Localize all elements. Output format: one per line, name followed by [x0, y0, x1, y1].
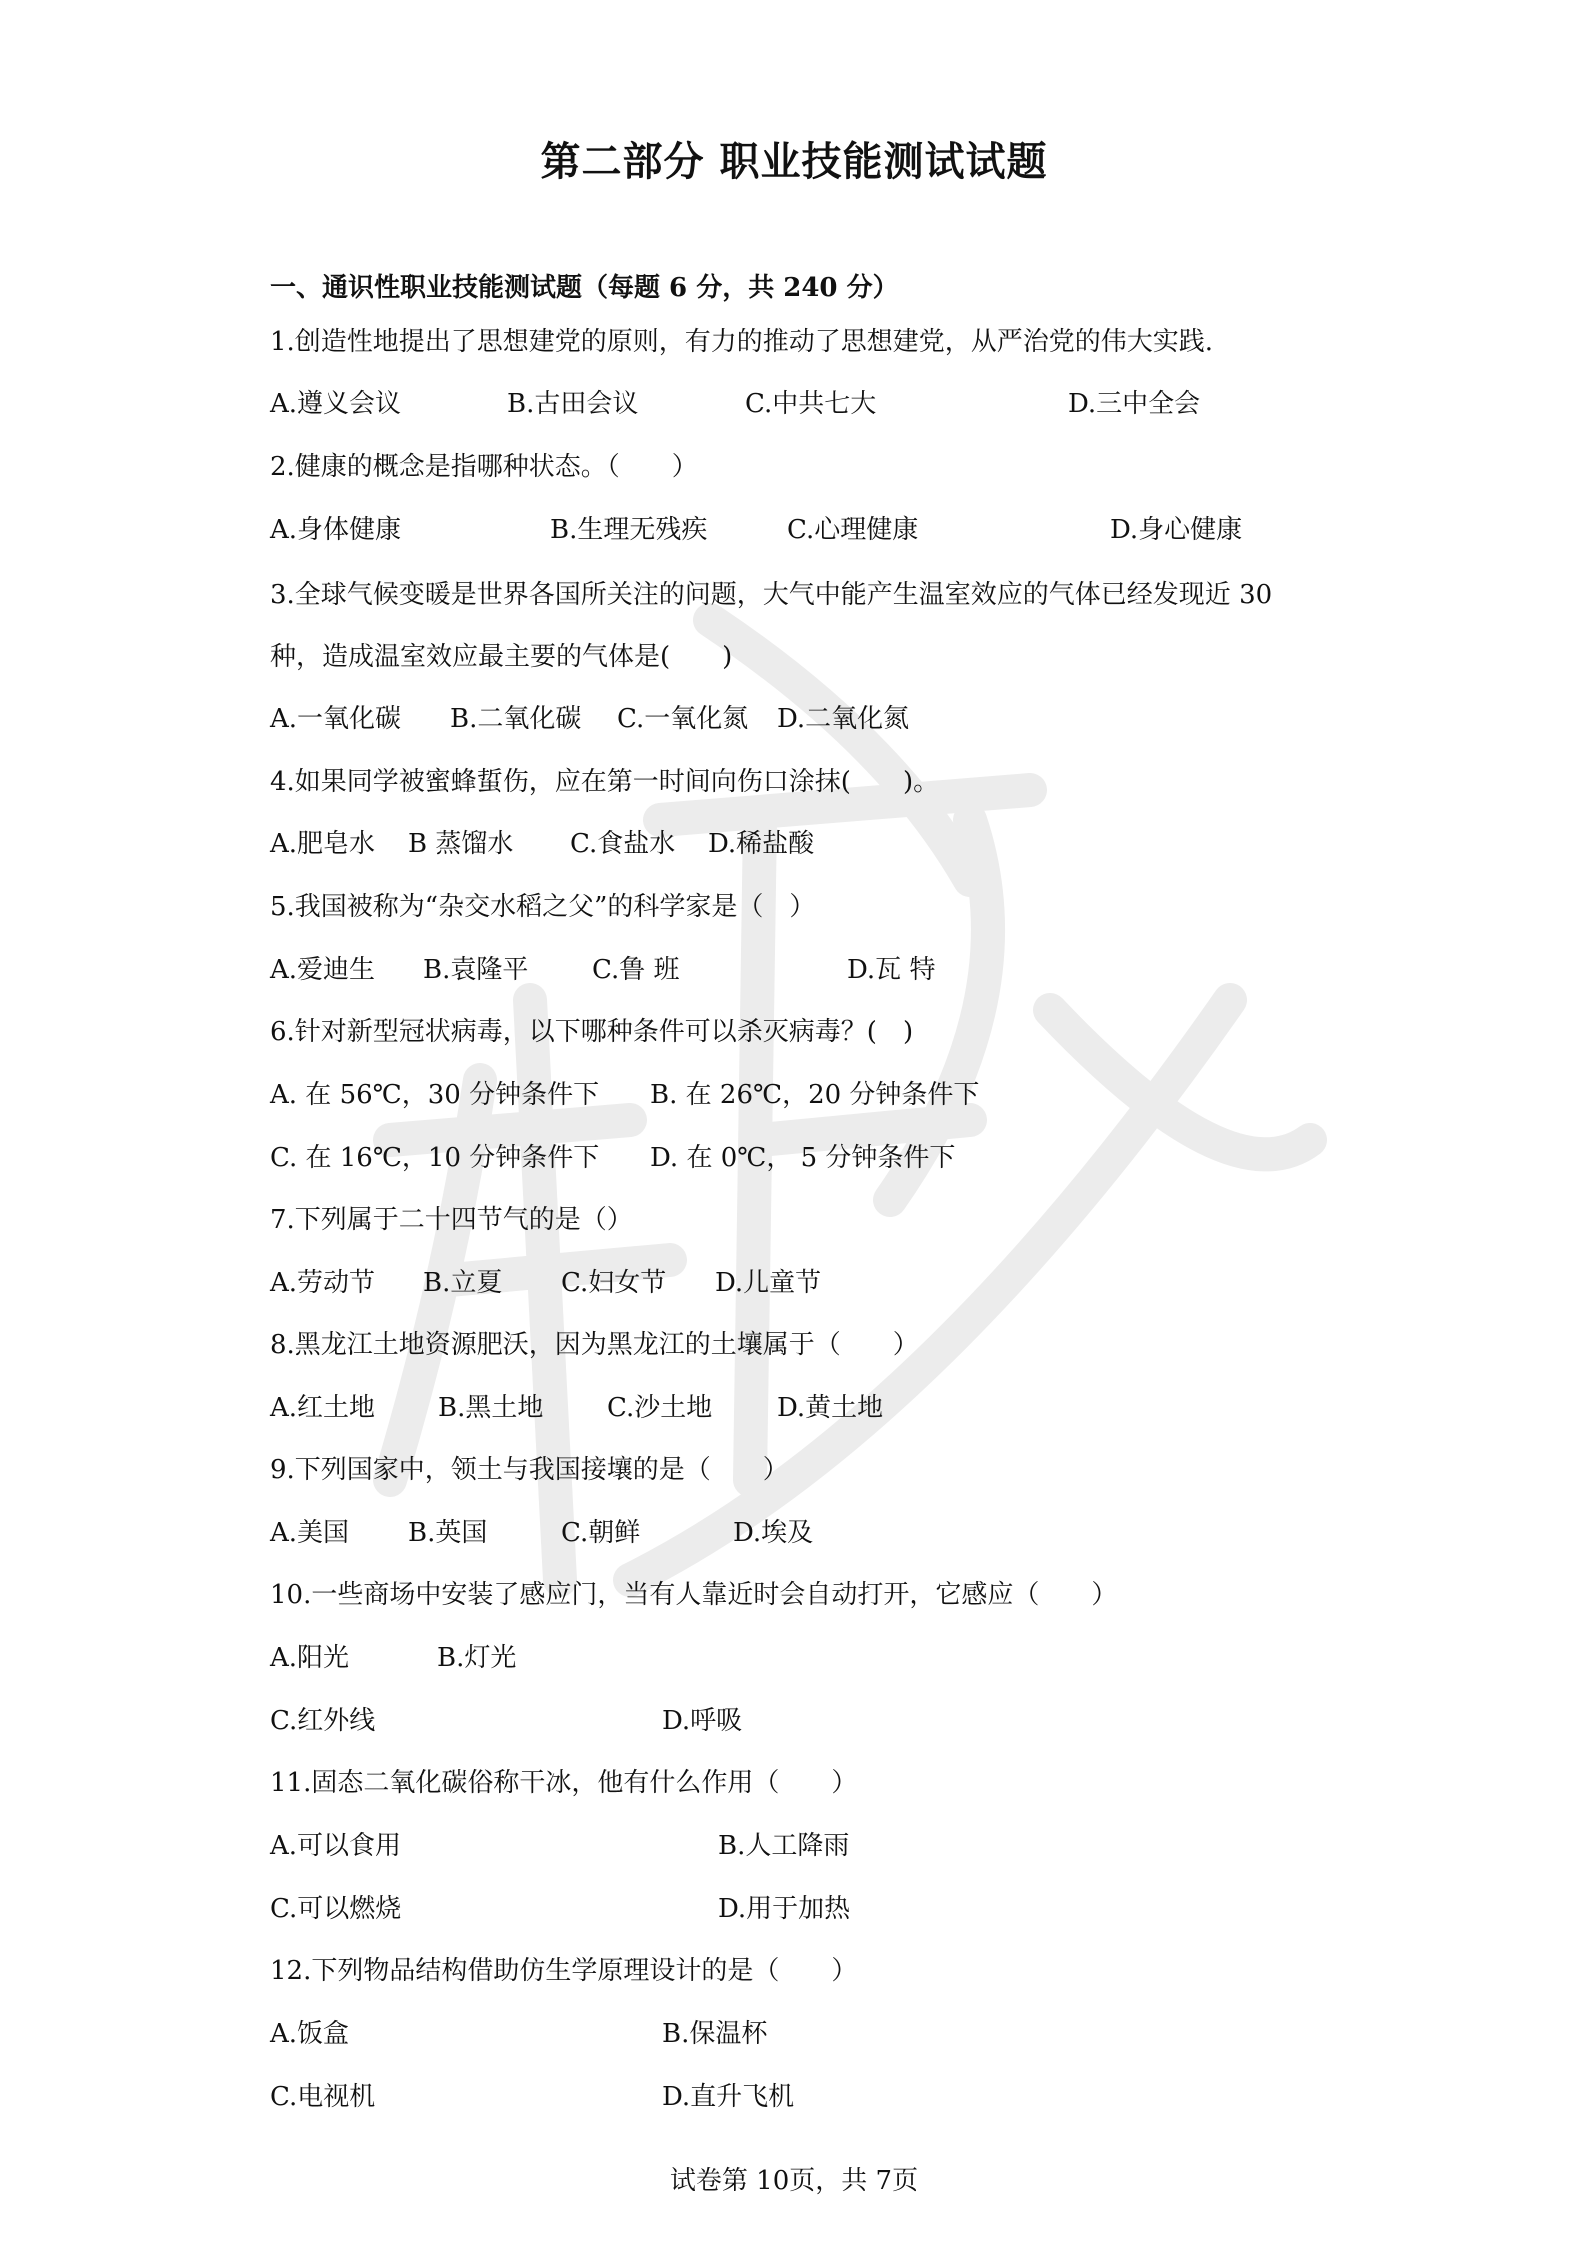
section-heading: 一、通识性职业技能测试题（每题 6 分，共 240 分） [270, 273, 899, 303]
question-4: 4.如果同学被蜜蜂蜇伤，应在第一时间向伤口涂抹( )。 [270, 767, 940, 797]
question-2: 2.健康的概念是指哪种状态。（ ） [270, 452, 698, 482]
q7-option-a: A.劳动节 [270, 1268, 376, 1298]
q3-option-d: D.二氧化氮 [777, 704, 910, 734]
q9-option-b: B.英国 [408, 1518, 488, 1548]
q1-option-b: B.古田会议 [507, 389, 639, 419]
q1-option-a: A.遵义会议 [270, 389, 402, 419]
q6-option-d: D. 在 0℃， 5 分钟条件下 [650, 1143, 956, 1173]
q5-option-b: B.袁隆平 [423, 955, 529, 985]
question-3: 3.全球气候变暖是世界各国所关注的问题，大气中能产生温室效应的气体已经发现近 30 [270, 580, 1273, 610]
q2-option-a: A.身体健康 [270, 515, 402, 545]
q6-option-b: B. 在 26℃，20 分钟条件下 [650, 1080, 980, 1110]
question-1: 1.创造性地提出了思想建党的原则，有力的推动了思想建党，从严治党的伟大实践. [270, 327, 1214, 357]
q4-option-b: B 蒸馏水 [408, 829, 514, 859]
q10-option-b: B.灯光 [437, 1643, 517, 1673]
q8-option-a: A.红土地 [270, 1393, 376, 1423]
q4-option-a: A.肥皂水 [270, 829, 376, 859]
q12-option-b: B.保温杯 [662, 2019, 768, 2049]
page-footer: 试卷第 10页，共 7页 [669, 2166, 919, 2196]
question-8: 8.黑龙江土地资源肥沃，因为黑龙江的土壤属于（ ） [270, 1330, 919, 1360]
q9-option-c: C.朝鲜 [561, 1518, 641, 1548]
question-9: 9.下列国家中，领土与我国接壤的是（ ） [270, 1455, 789, 1485]
q5-option-c: C.鲁 班 [592, 955, 680, 985]
q11-option-c: C.可以燃烧 [270, 1894, 402, 1924]
question-7: 7.下列属于二十四节气的是（） [270, 1205, 633, 1235]
q4-option-d: D.稀盐酸 [708, 829, 815, 859]
page-title: 第二部分 职业技能测试试题 [540, 138, 1048, 185]
question-11: 11.固态二氧化碳俗称干冰，他有什么作用（ ） [270, 1768, 858, 1798]
q6-option-c: C. 在 16℃，10 分钟条件下 [270, 1143, 600, 1173]
q11-option-a: A.可以食用 [270, 1831, 402, 1861]
q1-option-c: C.中共七大 [745, 389, 877, 419]
question-5: 5.我国被称为“杂交水稻之父”的科学家是（ ） [270, 892, 816, 922]
q9-option-d: D.埃及 [733, 1518, 814, 1548]
q9-option-a: A.美国 [270, 1518, 350, 1548]
q11-option-d: D.用于加热 [718, 1894, 851, 1924]
q8-option-b: B.黑土地 [438, 1393, 544, 1423]
question-3-cont: 种，造成温室效应最主要的气体是( ) [270, 642, 733, 672]
q2-option-b: B.生理无残疾 [550, 515, 708, 545]
q11-option-b: B.人工降雨 [718, 1831, 850, 1861]
q8-option-c: C.沙土地 [607, 1393, 713, 1423]
q1-option-d: D.三中全会 [1068, 389, 1201, 419]
question-10: 10.一些商场中安装了感应门，当有人靠近时会自动打开，它感应（ ） [270, 1580, 1118, 1610]
q6-option-a: A. 在 56℃，30 分钟条件下 [270, 1080, 600, 1110]
q2-option-c: C.心理健康 [787, 515, 919, 545]
question-6: 6.针对新型冠状病毒，以下哪种条件可以杀灭病毒？( ) [270, 1017, 914, 1047]
q5-option-d: D.瓦 特 [847, 955, 936, 985]
question-12: 12.下列物品结构借助仿生学原理设计的是（ ） [270, 1956, 858, 1986]
q10-option-c: C.红外线 [270, 1706, 376, 1736]
q7-option-c: C.妇女节 [561, 1268, 667, 1298]
q10-option-a: A.阳光 [270, 1643, 350, 1673]
q3-option-b: B.二氧化碳 [450, 704, 582, 734]
q4-option-c: C.食盐水 [570, 829, 676, 859]
q10-option-d: D.呼吸 [662, 1706, 743, 1736]
q12-option-d: D.直升飞机 [662, 2082, 795, 2112]
q7-option-d: D.儿童节 [715, 1268, 822, 1298]
q8-option-d: D.黄土地 [777, 1393, 884, 1423]
q7-option-b: B.立夏 [423, 1268, 503, 1298]
q5-option-a: A.爱迪生 [270, 955, 376, 985]
q2-option-d: D.身心健康 [1110, 515, 1243, 545]
q3-option-c: C.一氧化氮 [617, 704, 749, 734]
q12-option-a: A.饭盒 [270, 2019, 350, 2049]
q3-option-a: A.一氧化碳 [270, 704, 402, 734]
q12-option-c: C.电视机 [270, 2082, 376, 2112]
